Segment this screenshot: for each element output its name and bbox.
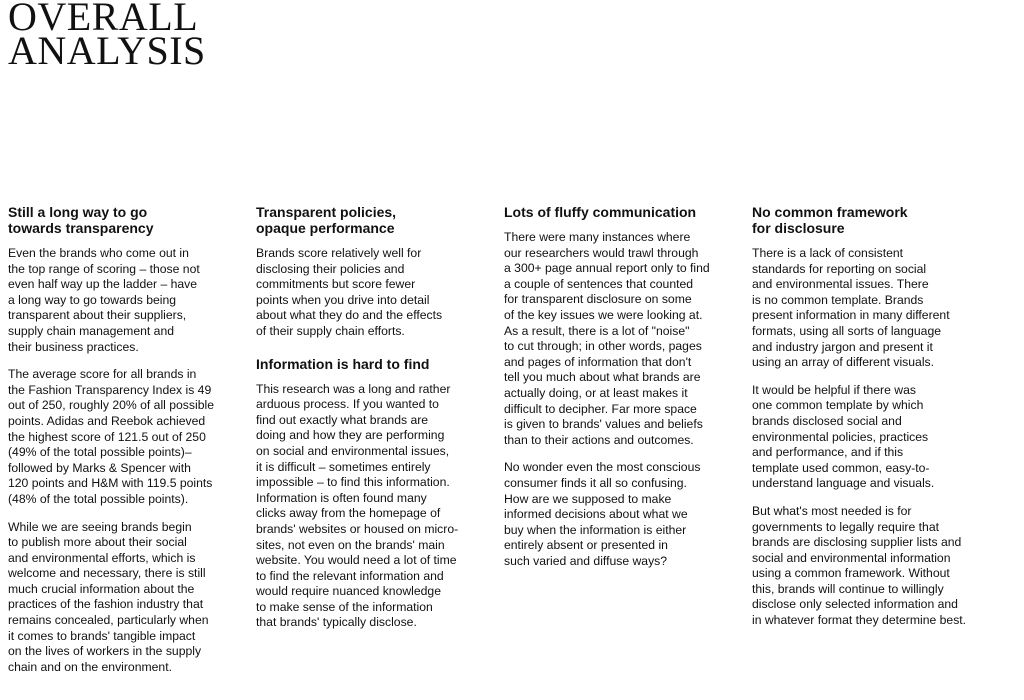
paragraph-line: and environmental efforts, which is (8, 550, 196, 565)
paragraph-line: Information is often found many (256, 490, 427, 505)
paragraph-line: doing and how they are performing (256, 428, 445, 443)
paragraph-line: impossible – to find this information. (256, 475, 450, 490)
paragraph-line: (49% of the total possible points)– (8, 445, 192, 460)
body-paragraph (8, 367, 230, 507)
paragraph-line: commitments but score fewer (256, 277, 416, 292)
paragraph-line: understand language and visuals. (752, 476, 935, 491)
paragraph-line: (48% of the total possible points). (8, 491, 189, 506)
paragraph-line: informed decisions about what we (504, 507, 688, 522)
section-heading-line: Transparent policies, (256, 204, 397, 220)
body-paragraph (504, 230, 726, 448)
paragraph-line: tell you much about what brands are (504, 370, 701, 385)
paragraph-line: chain and on the environment. (8, 659, 172, 674)
paragraph-line: is given to brands' values and beliefs (504, 417, 703, 432)
section-heading-line: Information is hard to find (256, 355, 430, 372)
section-heading-line: opaque performance (256, 220, 395, 236)
paragraph-line: sites, not even on the brands' main (256, 537, 445, 552)
body-paragraph (752, 504, 974, 629)
paragraph-line: on the lives of workers in the supply (8, 644, 202, 659)
paragraph-line: it comes to brands' tangible impact (8, 628, 196, 643)
paragraph-line: points when you drive into detail (256, 292, 430, 307)
section-heading (256, 356, 478, 372)
paragraph-line: find out exactly what brands are (256, 412, 429, 427)
paragraph-line: supply chain management and (8, 323, 174, 338)
paragraph-line: about what they do and the effects (256, 308, 443, 323)
paragraph-line: There were many instances where (504, 230, 691, 244)
paragraph-line: It would be helpful if there was (752, 382, 916, 397)
page-title-line: ANALYSIS (8, 28, 206, 73)
body-paragraph (8, 246, 230, 355)
paragraph-line: and performance, and if this (752, 445, 904, 460)
paragraph-line: This research was a long and rather (256, 381, 451, 396)
paragraph-line: entirely absent or presented in (504, 538, 668, 553)
paragraph-line: a couple of sentences that counted (504, 276, 694, 291)
paragraph-line: for transparent disclosure on some (504, 292, 692, 307)
paragraph-line: their business practices. (8, 339, 139, 354)
paragraph-line: and pages of information that don't (504, 354, 692, 369)
paragraph-line: of the key issues we were looking at. (504, 307, 703, 322)
paragraph-line: on social and environmental issues, (256, 443, 450, 458)
body-paragraph (256, 382, 478, 632)
paragraph-line: of their supply chain efforts. (256, 323, 405, 338)
body-paragraph (504, 460, 726, 569)
paragraph-line: transparent about their suppliers, (8, 308, 187, 323)
paragraph-line: brands disclosed social and (752, 413, 902, 428)
paragraph-line: consumer finds it all so confusing. (504, 475, 687, 490)
paragraph-line: the Fashion Transparency Index is 49 (8, 382, 212, 397)
paragraph-line: the highest score of 121.5 out of 250 (8, 429, 206, 444)
column-1 (8, 204, 230, 687)
paragraph-line: Even the brands who come out in (8, 246, 189, 260)
paragraph-line: buy when the information is either (504, 522, 687, 537)
paragraph-line: disclose only selected information and (752, 597, 958, 612)
body-paragraph (8, 520, 230, 676)
section-heading-line: Lots of fluffy communication (504, 204, 697, 220)
section-heading (8, 204, 230, 236)
paragraph-line: template used common, easy-to- (752, 460, 930, 475)
paragraph-line: using an array of different visuals. (752, 355, 935, 370)
paragraph-line: remains concealed, particularly when (8, 613, 209, 628)
paragraph-line: in whatever format they determine best. (752, 613, 967, 628)
paragraph-line: the top range of scoring – those not (8, 261, 200, 276)
paragraph-line: Brands score relatively well for (256, 246, 422, 260)
paragraph-line: brands are disclosing supplier lists and (752, 535, 962, 550)
paragraph-line: out of 250, roughly 20% of all possible (8, 398, 214, 413)
paragraph-line: disclosing their policies and (256, 261, 405, 276)
paragraph-line: that brands' typically disclose. (256, 615, 417, 630)
paragraph-line: formats, using all sorts of language (752, 323, 942, 338)
section-heading-line: towards transparency (8, 220, 154, 236)
body-paragraph (752, 246, 974, 371)
column-3 (504, 204, 726, 581)
paragraph-line: points. Adidas and Reebok achieved (8, 413, 206, 428)
body-paragraph (256, 246, 478, 340)
paragraph-line: and environmental issues. There (752, 277, 929, 292)
paragraph-line: practices of the fashion industry that (8, 597, 204, 612)
paragraph-line: governments to legally require that (752, 519, 939, 534)
section-heading (504, 204, 726, 220)
paragraph-line: clicks away from the homepage of (256, 506, 441, 521)
page-title-line: OVERALL (8, 0, 199, 39)
paragraph-line: even half way up the ladder – have (8, 277, 198, 292)
paragraph-line: it is difficult – sometimes entirely (256, 459, 431, 474)
paragraph-line: website. You would need a lot of time (256, 553, 457, 568)
paragraph-line: and industry jargon and present it (752, 339, 933, 354)
paragraph-line: would require nuanced knowledge (256, 584, 441, 599)
paragraph-line: our researchers would trawl through (504, 245, 699, 260)
paragraph-line: to make sense of the information (256, 599, 433, 614)
paragraph-line: actually doing, or at least makes it (504, 385, 688, 400)
paragraph-line: difficult to decipher. Far more space (504, 401, 697, 416)
paragraph-line: No wonder even the most conscious (504, 460, 701, 475)
section-heading-line: No common framework (752, 204, 908, 220)
section-heading (256, 204, 478, 236)
paragraph-line: to publish more about their social (8, 535, 187, 550)
paragraph-line: than to their actions and outcomes. (504, 432, 694, 447)
paragraph-line: to cut through; in other words, pages (504, 339, 702, 354)
paragraph-line: a 300+ page annual report only to find (504, 261, 710, 276)
paragraph-line: While we are seeing brands begin (8, 519, 192, 534)
paragraph-line: to find the relevant information and (256, 568, 444, 583)
paragraph-line: The average score for all brands in (8, 367, 197, 382)
paragraph-line: arduous process. If you wanted to (256, 397, 439, 412)
section-heading-line: for disclosure (752, 220, 845, 236)
paragraph-line: But what's most needed is for (752, 503, 912, 518)
paragraph-line: a long way to go towards being (8, 292, 177, 307)
paragraph-line: much crucial information about the (8, 581, 195, 596)
paragraph-line: such varied and diffuse ways? (504, 553, 668, 568)
paragraph-line: 120 points and H&M with 119.5 points (8, 476, 213, 491)
paragraph-line: environmental policies, practices (752, 429, 929, 444)
paragraph-line: followed by Marks & Spencer with (8, 460, 191, 475)
paragraph-line: this, brands will continue to willingly (752, 581, 944, 596)
paragraph-line: welcome and necessary, there is still (8, 566, 206, 581)
column-2 (256, 204, 478, 643)
section-heading-line: Still a long way to go (8, 204, 148, 220)
paragraph-line: brands' websites or housed on micro- (256, 521, 459, 536)
paragraph-line: present information in many different (752, 308, 950, 323)
page-title (8, 0, 206, 73)
paragraph-line: standards for reporting on social (752, 261, 927, 276)
section-heading (752, 204, 974, 236)
paragraph-line: As a result, there is a lot of "noise" (504, 323, 690, 338)
paragraph-line: one common template by which (752, 398, 924, 413)
column-4 (752, 204, 974, 641)
body-paragraph (752, 383, 974, 492)
paragraph-line: is no common template. Brands (752, 292, 924, 307)
paragraph-line: How are we supposed to make (504, 491, 672, 506)
paragraph-line: social and environmental information (752, 550, 951, 565)
paragraph-line: There is a lack of consistent (752, 246, 904, 260)
paragraph-line: using a common framework. Without (752, 566, 950, 581)
